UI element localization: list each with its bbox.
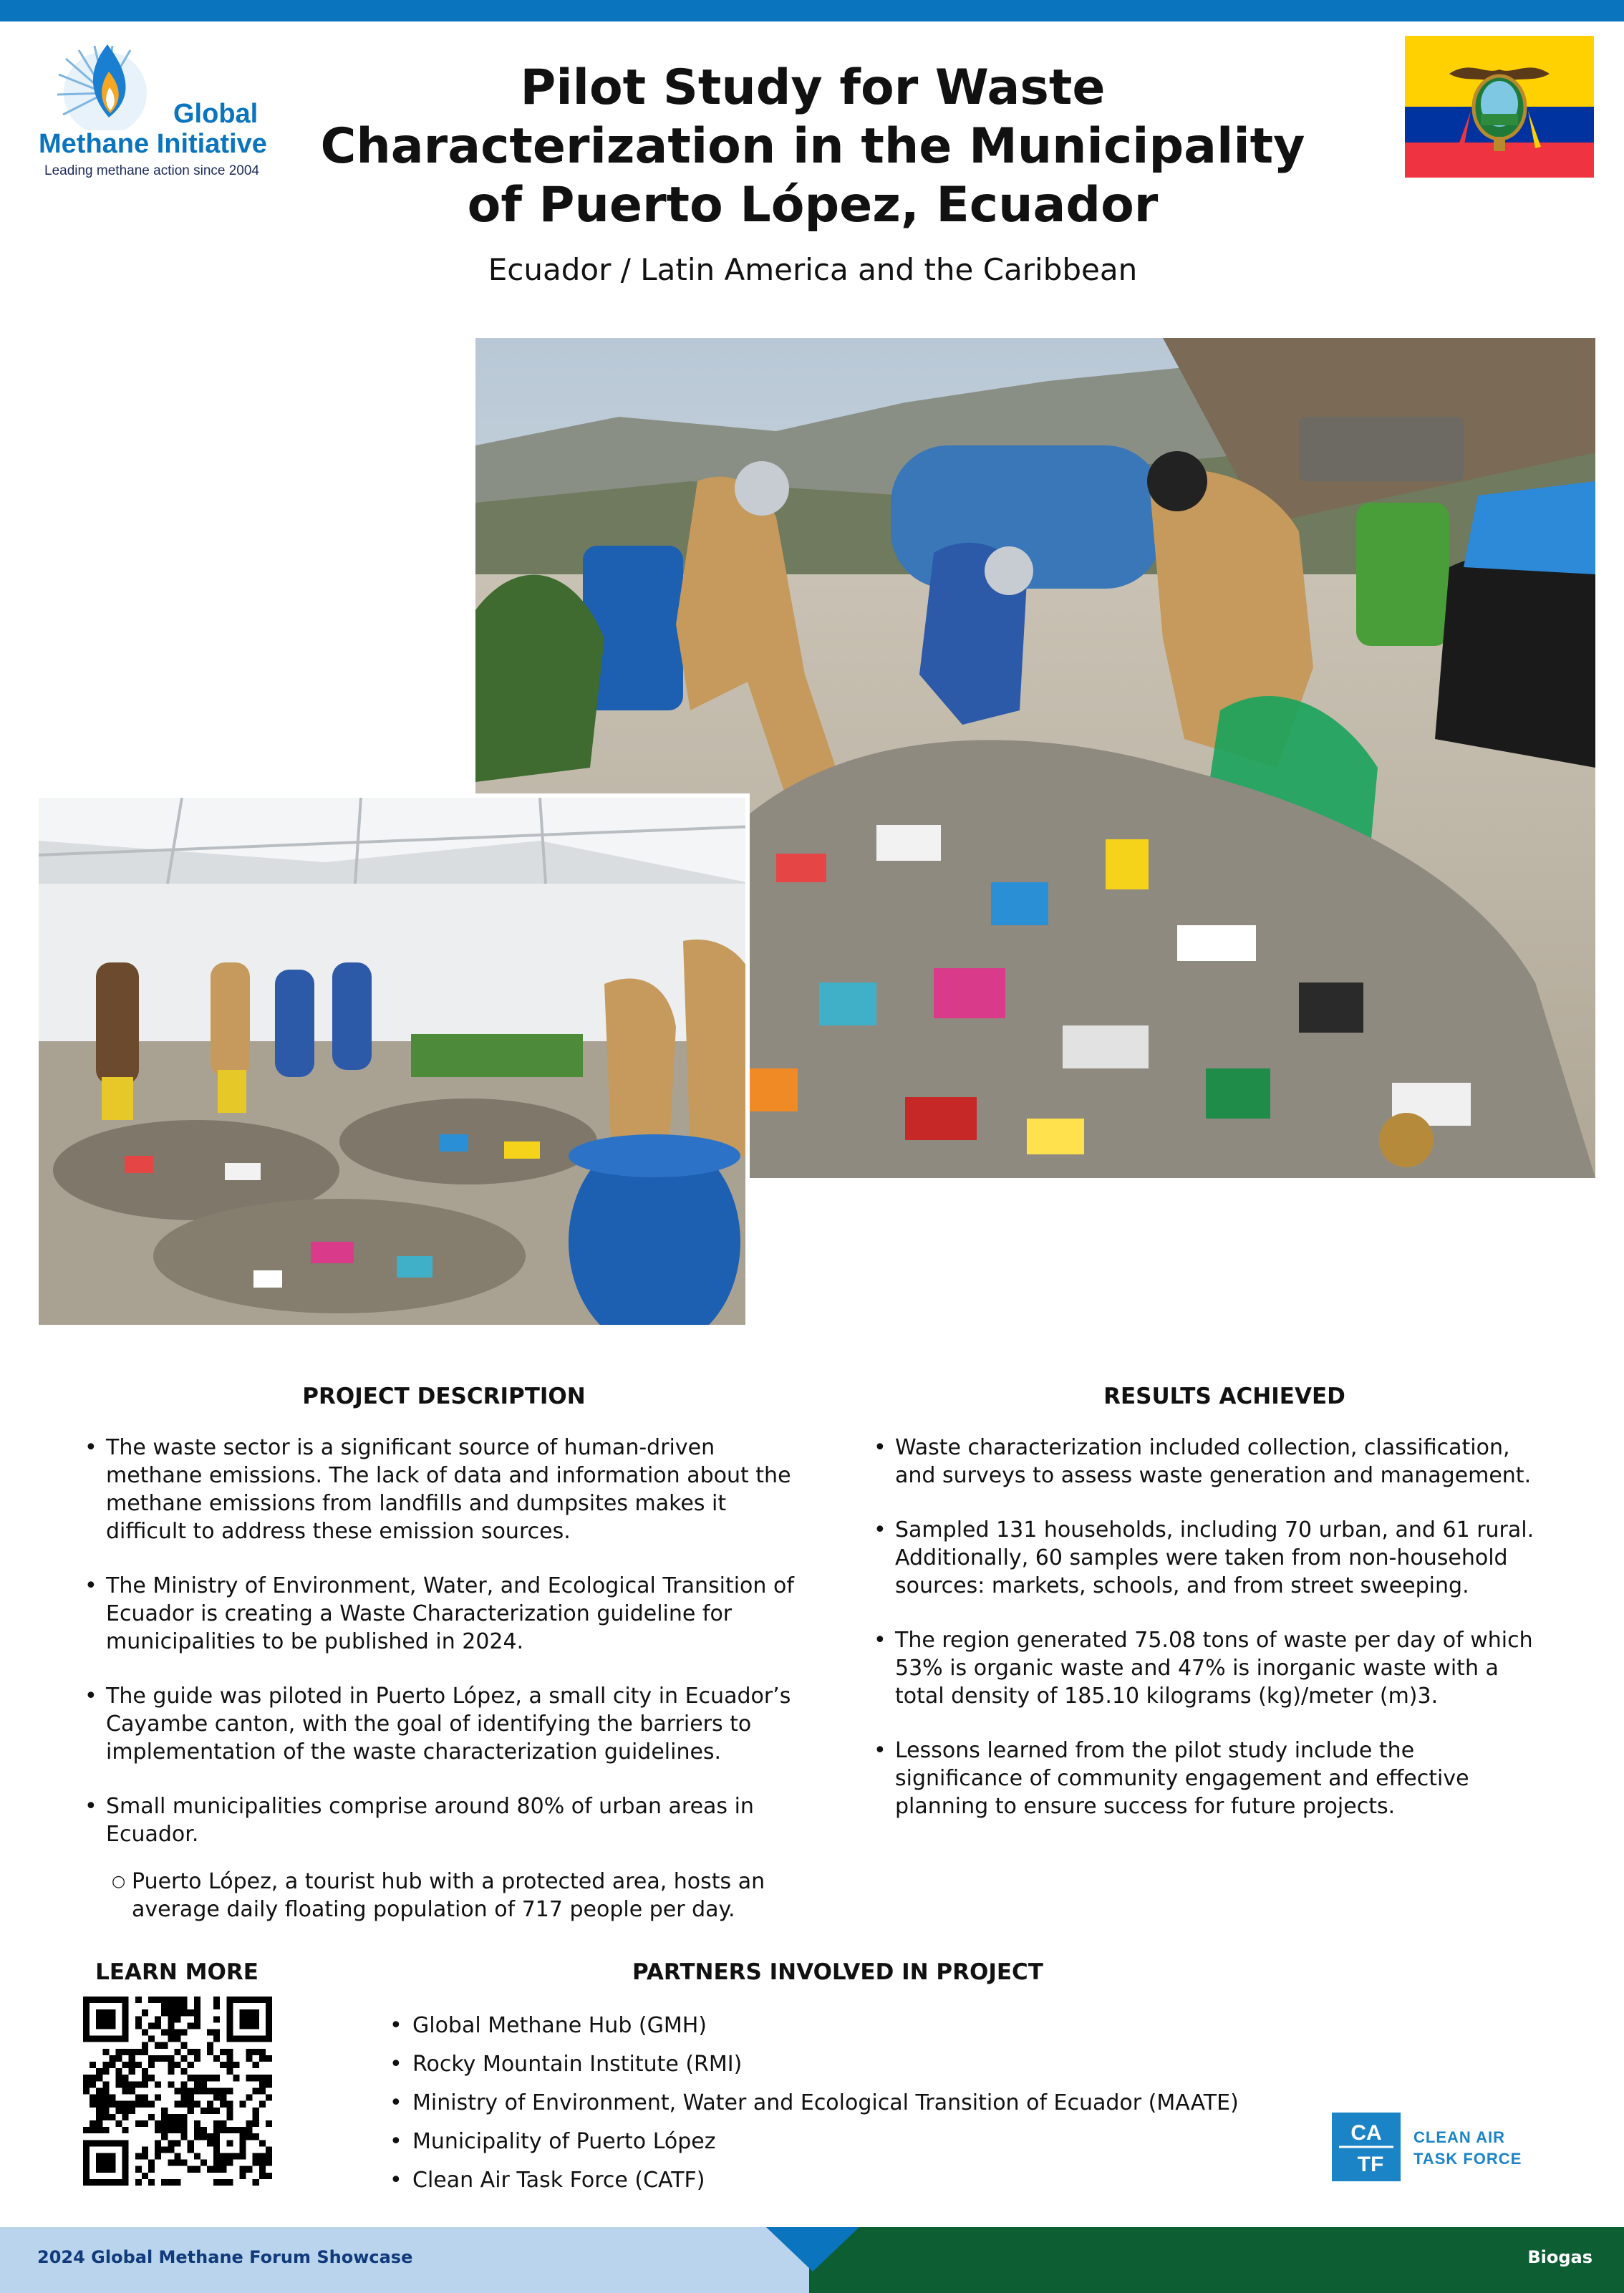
top-accent-bar <box>0 0 1624 21</box>
catf-logo <box>1332 2113 1540 2181</box>
logo-flame-icon <box>37 37 180 130</box>
description-sub-bullet: ○ Puerto López, a tourist hub with a protected area, hosts an average daily floating population of 717 people per day. <box>84 1868 801 1923</box>
description-bullet: • Small municipalities comprise around 80% of urban areas in Ecuador. <box>84 1792 801 1848</box>
qr-code[interactable] <box>83 1997 272 2186</box>
partner-item: • Global Methane Hub (GMH) <box>390 2007 1320 2045</box>
learn-more-heading: LEARN MORE <box>95 1959 258 1985</box>
logo-text-global: Global <box>173 99 258 129</box>
description-bullet: • The guide was piloted in Puerto López, a small city in Ecuador’s Cayambe canton, with the goal of identifying the barriers to implementation of the waste characterization guidelines. <box>84 1682 801 1766</box>
partner-item: • Rocky Mountain Institute (RMI) <box>390 2045 1320 2084</box>
catf-mark-top: CA <box>1350 2121 1382 2145</box>
partner-item: • Clean Air Task Force (CATF) <box>390 2161 1320 2200</box>
description-bullet: • The Ministry of Environment, Water, and Ecological Transition of Ecuador is creating a Waste Characterization guideline for municipalities to be published in 2024. <box>84 1572 801 1656</box>
partner-item: • Municipality of Puerto López <box>390 2123 1320 2161</box>
results-bullet: • Waste characterization included collection, classification, and surveys to assess waste generation and management. <box>874 1434 1540 1490</box>
footer-category-label: Biogas <box>1527 2247 1592 2267</box>
partners-heading: PARTNERS INVOLVED IN PROJECT <box>632 1959 1043 1985</box>
project-description-list <box>84 1434 801 1923</box>
description-bullet: • The waste sector is a significant source of human-driven methane emissions. The lack of data and information about the methane emissions from landfills and dumpsites makes it difficult to address these emission sources. <box>84 1434 801 1545</box>
results-achieved-heading: RESULTS ACHIEVED <box>1103 1384 1345 1409</box>
global-methane-initiative-logo <box>37 37 286 180</box>
partner-item: • Ministry of Environment, Water and Ecological Transition of Ecuador (MAATE) <box>390 2084 1320 2123</box>
waste-sorting-photo-tent <box>34 793 750 1329</box>
ecuador-flag-image <box>1405 36 1594 178</box>
results-bullet: • The region generated 75.08 tons of waste per day of which 53% is organic waste and 47% is inorganic waste with a total density of 185.10 kilograms (kg)/meter (m)3. <box>874 1626 1540 1710</box>
catf-text-line1: CLEAN AIR <box>1413 2128 1505 2146</box>
logo-text-methane-initiative: Methane Initiative <box>39 129 267 159</box>
catf-logo-mark <box>1332 2113 1401 2181</box>
partners-list <box>390 2007 1320 2200</box>
results-bullet: • Lessons learned from the pilot study include the significance of community engagement and effective planning to ensure success for future projects. <box>874 1737 1540 1820</box>
results-bullet: • Sampled 131 households, including 70 urban, and 61 rural. Additionally, 60 samples were taken from non-household sources: markets, schools, and from street sweeping. <box>874 1516 1540 1600</box>
results-list <box>874 1434 1540 1847</box>
footer-event-label: 2024 Global Methane Forum Showcase <box>37 2247 413 2267</box>
catf-mark-bottom: TF <box>1357 2153 1384 2176</box>
poster-title: Pilot Study for Waste Characterization in the Municipality of Puerto López, Ecuador <box>320 59 1305 233</box>
catf-text-line2: TASK FORCE <box>1413 2150 1522 2168</box>
logo-tagline: Leading methane action since 2004 <box>44 163 260 178</box>
poster-subtitle: Ecuador / Latin America and the Caribbean <box>488 252 1138 287</box>
project-description-heading: PROJECT DESCRIPTION <box>302 1384 586 1409</box>
